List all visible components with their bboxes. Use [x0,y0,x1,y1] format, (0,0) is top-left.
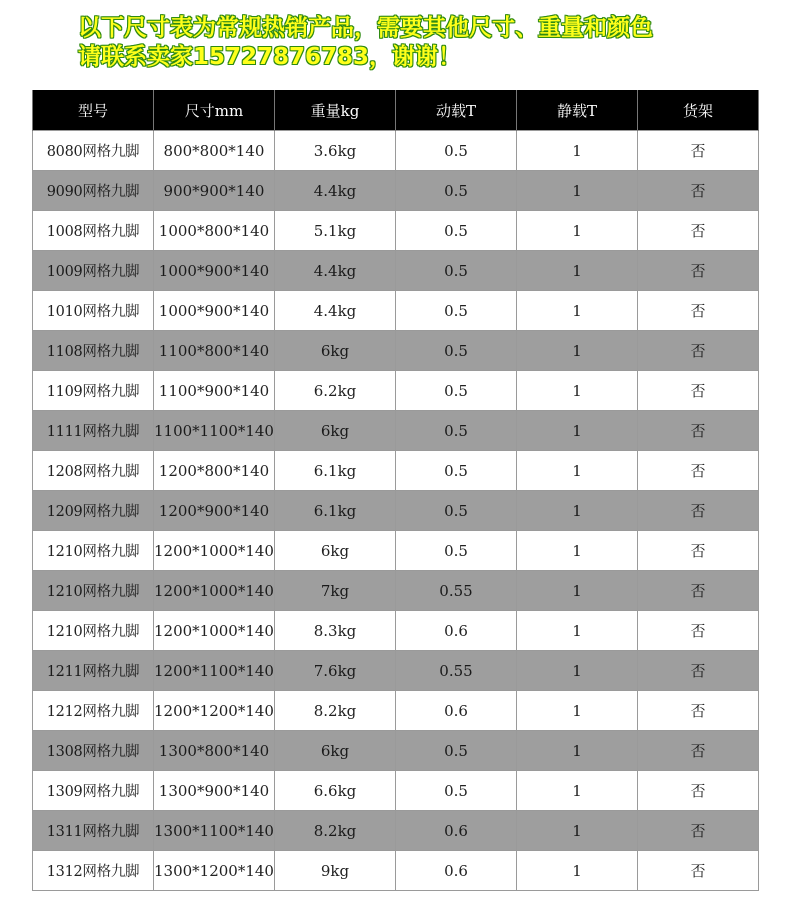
cell-dynamic-load: 0.5 [396,291,517,331]
cell-weight: 6.1kg [275,491,396,531]
cell-weight: 4.4kg [275,171,396,211]
cell-size: 1300*800*140 [154,731,275,771]
cell-size: 1200*1000*140 [154,571,275,611]
cell-size: 1000*800*140 [154,211,275,251]
cell-size: 1200*1200*140 [154,691,275,731]
table-row [33,211,759,251]
cell-racking: 否 [638,571,759,611]
cell-weight: 6kg [275,731,396,771]
cell-dynamic-load: 0.5 [396,411,517,451]
cell-model: 8080网格九脚 [33,131,154,171]
column-header-static-load: 静载T [517,90,638,131]
cell-racking: 否 [638,731,759,771]
table-row [33,291,759,331]
column-header-weight: 重量kg [275,90,396,131]
table-row [33,611,759,651]
cell-static-load: 1 [517,251,638,291]
cell-static-load: 1 [517,731,638,771]
spec-table-body [33,131,759,891]
cell-weight: 6kg [275,411,396,451]
cell-static-load: 1 [517,651,638,691]
cell-racking: 否 [638,131,759,171]
table-row [33,411,759,451]
cell-weight: 6.1kg [275,451,396,491]
cell-weight: 5.1kg [275,211,396,251]
cell-size: 1200*1100*140 [154,651,275,691]
table-row [33,691,759,731]
cell-static-load: 1 [517,571,638,611]
cell-size: 1100*800*140 [154,331,275,371]
cell-size: 1300*1200*140 [154,851,275,891]
cell-weight: 8.2kg [275,811,396,851]
cell-weight: 8.2kg [275,691,396,731]
cell-model: 1208网格九脚 [33,451,154,491]
cell-model: 1211网格九脚 [33,651,154,691]
cell-static-load: 1 [517,171,638,211]
cell-weight: 6kg [275,531,396,571]
cell-weight: 6.2kg [275,371,396,411]
cell-racking: 否 [638,371,759,411]
cell-racking: 否 [638,811,759,851]
cell-static-load: 1 [517,291,638,331]
cell-racking: 否 [638,291,759,331]
cell-dynamic-load: 0.5 [396,131,517,171]
cell-dynamic-load: 0.6 [396,611,517,651]
cell-weight: 4.4kg [275,291,396,331]
cell-racking: 否 [638,651,759,691]
cell-dynamic-load: 0.6 [396,691,517,731]
column-header-racking: 货架 [638,90,759,131]
cell-static-load: 1 [517,611,638,651]
cell-model: 1111网格九脚 [33,411,154,451]
column-header-size: 尺寸mm [154,90,275,131]
cell-weight: 8.3kg [275,611,396,651]
cell-model: 1209网格九脚 [33,491,154,531]
cell-size: 900*900*140 [154,171,275,211]
column-header-dynamic-load: 动载T [396,90,517,131]
cell-weight: 6kg [275,331,396,371]
header-row [33,90,759,131]
cell-racking: 否 [638,491,759,531]
cell-size: 1000*900*140 [154,251,275,291]
cell-static-load: 1 [517,491,638,531]
cell-weight: 9kg [275,851,396,891]
cell-model: 1210网格九脚 [33,531,154,571]
cell-static-load: 1 [517,331,638,371]
cell-static-load: 1 [517,851,638,891]
cell-model: 1311网格九脚 [33,811,154,851]
cell-static-load: 1 [517,771,638,811]
cell-size: 800*800*140 [154,131,275,171]
cell-static-load: 1 [517,371,638,411]
table-row [33,651,759,691]
cell-size: 1200*800*140 [154,451,275,491]
cell-racking: 否 [638,851,759,891]
cell-racking: 否 [638,331,759,371]
cell-model: 1010网格九脚 [33,291,154,331]
cell-racking: 否 [638,771,759,811]
table-row [33,131,759,171]
cell-weight: 7.6kg [275,651,396,691]
cell-weight: 7kg [275,571,396,611]
cell-static-load: 1 [517,451,638,491]
cell-size: 1300*900*140 [154,771,275,811]
promo-line-2: 请联系卖家15727876783，谢谢！ [78,44,462,70]
cell-model: 1312网格九脚 [33,851,154,891]
cell-weight: 4.4kg [275,251,396,291]
cell-static-load: 1 [517,131,638,171]
table-row [33,331,759,371]
cell-dynamic-load: 0.5 [396,251,517,291]
cell-weight: 6.6kg [275,771,396,811]
cell-racking: 否 [638,691,759,731]
table-row [33,731,759,771]
cell-size: 1100*1100*140 [154,411,275,451]
cell-dynamic-load: 0.5 [396,371,517,411]
cell-static-load: 1 [517,531,638,571]
cell-static-load: 1 [517,211,638,251]
table-row [33,531,759,571]
column-header-model: 型号 [33,90,154,131]
cell-model: 1210网格九脚 [33,611,154,651]
cell-racking: 否 [638,611,759,651]
promo-line-1: 以下尺寸表为常规热销产品，需要其他尺寸、重量和颜色 [78,15,653,41]
table-row [33,371,759,411]
cell-dynamic-load: 0.5 [396,731,517,771]
table-row [33,451,759,491]
cell-racking: 否 [638,411,759,451]
cell-model: 1309网格九脚 [33,771,154,811]
cell-dynamic-load: 0.55 [396,651,517,691]
spec-table-header [33,90,759,131]
cell-size: 1100*900*140 [154,371,275,411]
spec-table [32,90,759,891]
cell-racking: 否 [638,211,759,251]
cell-model: 1212网格九脚 [33,691,154,731]
table-row [33,491,759,531]
cell-model: 1109网格九脚 [33,371,154,411]
cell-dynamic-load: 0.5 [396,451,517,491]
cell-dynamic-load: 0.55 [396,571,517,611]
cell-static-load: 1 [517,411,638,451]
cell-size: 1300*1100*140 [154,811,275,851]
table-row [33,251,759,291]
cell-dynamic-load: 0.6 [396,811,517,851]
cell-dynamic-load: 0.5 [396,491,517,531]
cell-weight: 3.6kg [275,131,396,171]
cell-size: 1000*900*140 [154,291,275,331]
cell-racking: 否 [638,531,759,571]
cell-dynamic-load: 0.5 [396,171,517,211]
cell-model: 1008网格九脚 [33,211,154,251]
cell-racking: 否 [638,451,759,491]
cell-racking: 否 [638,171,759,211]
table-row [33,811,759,851]
cell-dynamic-load: 0.5 [396,331,517,371]
cell-dynamic-load: 0.5 [396,531,517,571]
table-row [33,171,759,211]
cell-model: 1308网格九脚 [33,731,154,771]
cell-size: 1200*900*140 [154,491,275,531]
table-row [33,771,759,811]
cell-dynamic-load: 0.5 [396,771,517,811]
cell-dynamic-load: 0.6 [396,851,517,891]
table-row [33,851,759,891]
cell-size: 1200*1000*140 [154,531,275,571]
cell-static-load: 1 [517,691,638,731]
cell-model: 1009网格九脚 [33,251,154,291]
promo-headline [78,14,758,72]
cell-dynamic-load: 0.5 [396,211,517,251]
cell-size: 1200*1000*140 [154,611,275,651]
cell-racking: 否 [638,251,759,291]
cell-model: 9090网格九脚 [33,171,154,211]
cell-model: 1210网格九脚 [33,571,154,611]
cell-static-load: 1 [517,811,638,851]
cell-model: 1108网格九脚 [33,331,154,371]
table-row [33,571,759,611]
